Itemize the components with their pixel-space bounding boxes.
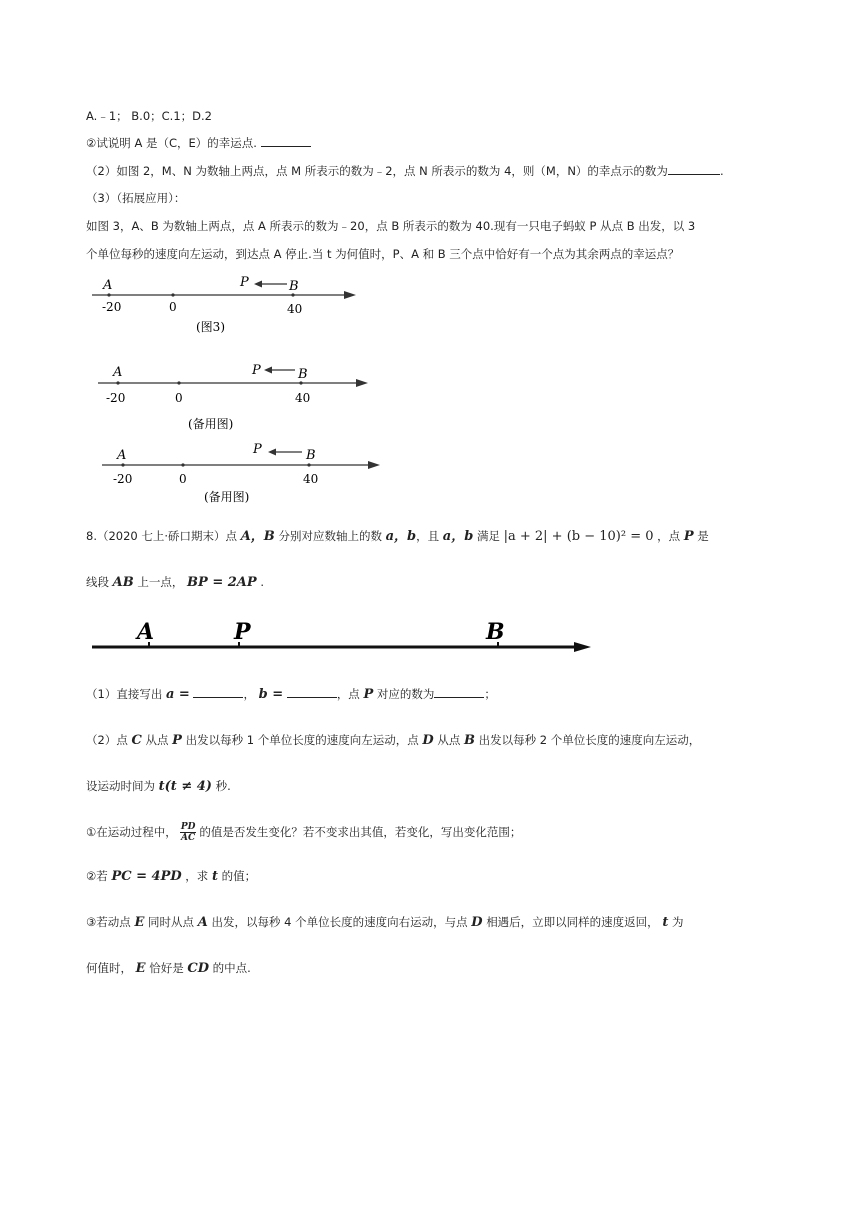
- text: 是: [697, 529, 709, 543]
- point-b-label: B: [298, 367, 308, 382]
- answer-blank: [261, 135, 311, 147]
- tick-label-40: 40: [287, 302, 303, 316]
- question-text: 试说明 A 是（C，E）的幸运点.: [96, 136, 257, 150]
- part-3-label: （3）（拓展应用）：: [86, 191, 186, 205]
- math-point-p: P: [363, 687, 374, 702]
- math-point-c: C: [131, 733, 142, 748]
- text: 恰好是: [149, 961, 184, 975]
- part-3-text-line2: 个单位每秒的速度向左运动，到达点 A 停止.当 t 为何值时，P、A 和 B 三个点中恰好有一个点为其余两点的幸运点？: [86, 247, 680, 261]
- math-a-eq: a =: [165, 687, 190, 702]
- text: ；: [484, 687, 496, 701]
- text: 同时从点: [148, 915, 195, 929]
- point-p-label: P: [240, 275, 249, 290]
- figure-caption: (备用图): [204, 490, 250, 504]
- tick-label-minus-20: -20: [102, 300, 122, 314]
- tick-label-40: 40: [295, 391, 311, 405]
- sub-question-2: [86, 135, 311, 151]
- answer-blank: [193, 686, 243, 698]
- text: .: [260, 575, 264, 589]
- text: ，且: [416, 529, 440, 543]
- text: （2）点: [86, 733, 128, 747]
- q8-part-1: （1）直接写出 a = ， b = ，点 P 对应的数为 ；: [86, 687, 496, 702]
- q8-sub-3-line-2: [86, 960, 251, 977]
- math-point-a: A: [197, 915, 208, 930]
- arrow-left-icon: [254, 281, 262, 288]
- point-p-label: P: [234, 619, 251, 645]
- text: 何值时，: [86, 961, 132, 975]
- math-equation: |a + 2| + (b − 10)² = 0: [503, 529, 654, 544]
- math-point-e: E: [134, 915, 145, 930]
- math-point-d: D: [422, 733, 434, 748]
- text: 的中点.: [212, 961, 251, 975]
- text: 的值是否发生变化？若不变求出其值，若变化，写出变化范围；: [199, 825, 522, 839]
- tick-label-0: 0: [169, 300, 177, 314]
- math-t: t: [662, 915, 669, 930]
- text: ，点: [336, 687, 360, 701]
- text: 满足: [476, 529, 500, 543]
- question-text: （2）如图 2，M、N 为数轴上两点，点 M 所表示的数为﹣2，点 N 所表示的数为 4，则（M，N）的幸点示的数为: [86, 164, 668, 178]
- math-points-a-b: A，B: [240, 529, 275, 544]
- tick-label-0: 0: [179, 472, 187, 486]
- point-b-label: B: [289, 279, 299, 294]
- text: 相遇后，立即以同样的速度返回，: [486, 915, 659, 929]
- fraction-pd-ac: [180, 822, 197, 843]
- number-line-figure-3: [90, 270, 370, 338]
- math-a-b: a，b: [442, 529, 474, 544]
- text: 秒.: [215, 779, 231, 793]
- q8-line-2: [86, 574, 264, 591]
- math-point-p: P: [172, 733, 182, 748]
- point-a-label: A: [137, 619, 155, 645]
- point-a-label: A: [103, 278, 113, 293]
- math-point-b: B: [463, 733, 475, 748]
- math-b-eq: b =: [258, 687, 284, 702]
- fraction-numerator: PD: [180, 822, 196, 832]
- tick-label-minus-20: -20: [106, 391, 126, 405]
- text: 为: [672, 915, 684, 929]
- text: 从点: [145, 733, 169, 747]
- point-p-label: P: [252, 363, 261, 378]
- number-line-backup-figure-1: [90, 358, 380, 434]
- math-segment-ab: AB: [112, 575, 134, 590]
- q8-sub-1: [86, 822, 521, 843]
- part-3-text-line1: 如图 3，A、B 为数轴上两点，点 A 所表示的数为﹣20，点 B 所表示的数为 40.现有一只电子蚂蚁 P 从点 B 出发，以 3: [86, 219, 696, 233]
- text: ②若: [86, 869, 108, 883]
- fraction-denominator: AC: [181, 833, 196, 843]
- text: 出发以每秒 1 个单位长度的速度向左运动，点: [185, 733, 419, 747]
- q8-line-1: [86, 528, 709, 545]
- q8-part-2-line-2: [86, 778, 231, 795]
- figure-caption: (图3): [196, 320, 225, 334]
- point-a-label: A: [117, 448, 127, 463]
- point-b-label: B: [486, 619, 505, 645]
- q8-sub-2: [86, 868, 256, 885]
- q8-part-2-line-1: [86, 732, 700, 749]
- math-segment-cd: CD: [187, 961, 210, 976]
- text: 出发以每秒 2 个单位长度的速度向左运动，: [478, 733, 701, 747]
- point-a-label: A: [113, 365, 123, 380]
- point-p-label: P: [253, 442, 262, 457]
- text: 从点: [437, 733, 461, 747]
- part-2: （2）如图 2，M、N 为数轴上两点，点 M 所表示的数为﹣2，点 N 所表示的数为 4，则（M，N）的幸点示的数为 .: [86, 164, 724, 178]
- text: 设运动时间为: [86, 779, 155, 793]
- segment-ab-figure: [88, 612, 598, 660]
- text: 对应的数为: [376, 687, 435, 701]
- text: ，点: [657, 529, 681, 543]
- number-line-backup-figure-2: [90, 438, 390, 508]
- figure-caption: (备用图): [188, 417, 234, 431]
- q8-sub-3-line-1: [86, 914, 684, 931]
- text: （1）直接写出: [86, 687, 163, 701]
- question-number: 8.（2020 七上·硚口期末）点: [86, 529, 238, 543]
- point-b-label: B: [306, 448, 316, 463]
- answer-options: A.﹣1； B.0；C.1；D.2: [86, 109, 212, 123]
- text: 分别对应数轴上的数: [278, 529, 382, 543]
- arrow-left-icon: [264, 367, 272, 374]
- answer-blank: [287, 686, 337, 698]
- text: ①在运动过程中，: [86, 825, 177, 839]
- arrow-left-icon: [268, 449, 276, 456]
- math-point-d: D: [471, 915, 483, 930]
- text: 出发，以每秒 4 个单位长度的速度向右运动，与点: [211, 915, 468, 929]
- tick-label-0: 0: [175, 391, 183, 405]
- math-t-expression: t(t ≠ 4): [158, 779, 212, 794]
- text: 上一点，: [137, 575, 184, 589]
- text: 线段: [86, 575, 109, 589]
- text: 的值；: [221, 869, 257, 883]
- circle-number: ②: [86, 136, 97, 150]
- tick-label-minus-20: -20: [113, 472, 133, 486]
- math-point-e: E: [135, 961, 146, 976]
- math-point-p: P: [683, 529, 694, 544]
- tick-label-40: 40: [303, 472, 319, 486]
- math-t: t: [211, 869, 218, 884]
- answer-blank: [434, 686, 484, 698]
- math-a-b: a，b: [385, 529, 417, 544]
- text: ，求: [185, 869, 209, 883]
- answer-blank: [668, 163, 720, 175]
- math-bp-equation: BP = 2AP: [187, 575, 257, 590]
- text: ③若动点: [86, 915, 131, 929]
- math-pc-equation: PC = 4PD: [111, 869, 182, 884]
